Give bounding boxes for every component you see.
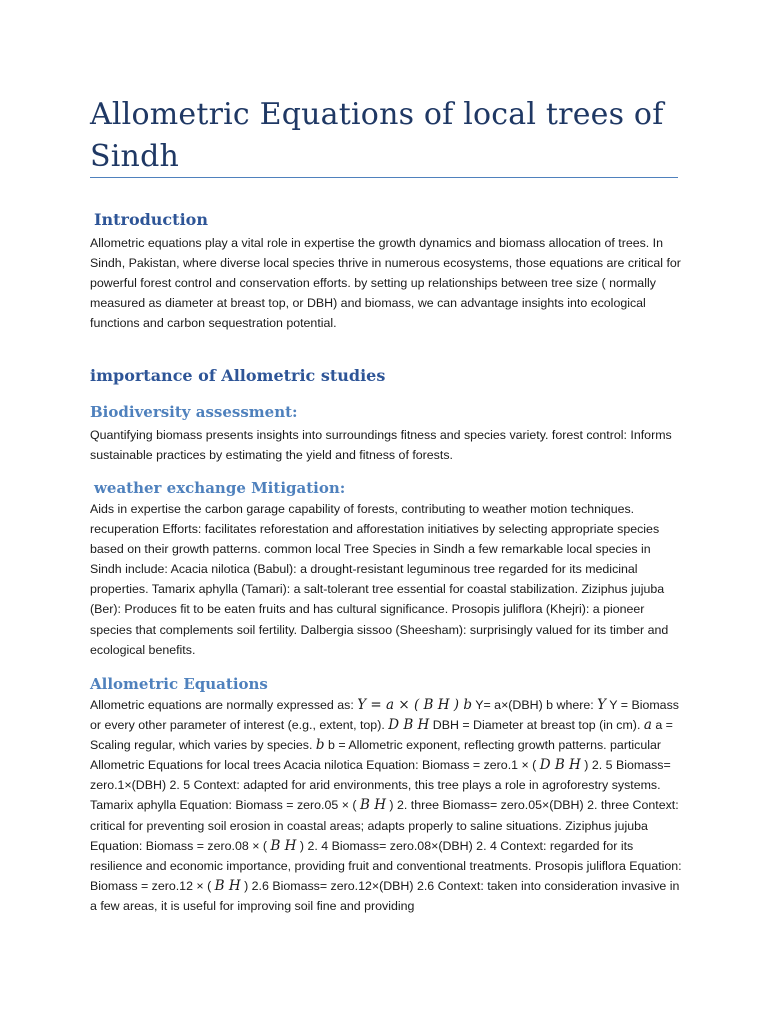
equations-text-3: Y = Biomass or every other parameter of interest (e.g., extent, top).: [90, 698, 679, 733]
math-tamarix-bh: B H: [359, 797, 386, 814]
equations-text-4: DBH = Diameter at breast top (in cm).: [429, 718, 644, 733]
importance-heading: importance of Allometric studies: [90, 366, 386, 385]
equations-text-2: Y= a×(DBH) b where:: [472, 698, 598, 712]
equations-paragraph: [90, 695, 682, 916]
biodiversity-paragraph: Quantifying biomass presents insights into surroundings fitness and species variety. forest control: Informs sustainable practices by estimating the yield and fitness of forests.: [90, 428, 672, 463]
equations-heading: Allometric Equations: [90, 675, 268, 693]
weather-paragraph: Aids in expertise the carbon garage capability of forests, contributing to weather motion techniques. recuperation Efforts: facilitates reforestation and afforestation initiatives by selecting appropriate species based on their growth patterns. common local Tree Species in Sindh a few remarkable local species in Sindh include: Acacia nilotica (Babul): a drought-resistant leguminous tree regarded for its medicinal properties. Tamarix aphylla (Tamari): a salt-tolerant tree essential for coastal stabilization. Ziziphus jujuba (Ber): Produces fit to be eaten fruits and has cultural significance. Prosopis juliflora (Khejri): a pioneer species that complements soil fertility. Dalbergia sissoo (Sheesham): surprisingly valued for its timber and ecological benefits.: [90, 502, 669, 657]
document-title: Allometric Equations of local trees of Sindh: [90, 97, 664, 174]
equations-text-6: b = Allometric exponent, reflecting growth patterns. particular Allometric Equations for local trees Acacia nilotica Equation: Biomass = zero.1 × (: [90, 738, 662, 773]
math-a: a: [643, 717, 652, 734]
equations-text-1: Allometric equations are normally expressed as:: [90, 698, 358, 712]
math-ziziphus-bh: B H: [270, 837, 297, 854]
math-prosopis-bh: B H: [214, 877, 241, 894]
introduction-heading: Introduction: [94, 210, 208, 229]
biodiversity-heading: Biodiversity assessment:: [90, 403, 298, 421]
math-acacia-dbh: D B H: [539, 757, 581, 774]
equations-text-8: ) 2. three Biomass= zero.05×(DBH) 2. three Context: critical for preventing soil erosion in coastal areas; adapts properly to saline situations. Ziziphus jujuba Equation: Biomass = zero.08 × (: [90, 798, 679, 853]
introduction-paragraph: Allometric equations play a vital role in expertise the growth dynamics and biomass allocation of trees. In Sindh, Pakistan, where diverse local species thrive in numerous ecosystems, those equations are critical for powerful forest control and conservation efforts. by setting up relationships between tree size ( normally measured as diameter at breast top, or DBH) and biomass, we can advantage insights into ecological functions and carbon sequestration potential.: [90, 236, 681, 331]
math-y: Y: [597, 697, 607, 713]
equations-text-5: a = Scaling regular, which varies by species.: [90, 718, 673, 753]
weather-heading: weather exchange Mitigation:: [94, 479, 346, 497]
title-divider: [90, 177, 678, 178]
math-dbh: D B H: [388, 717, 430, 734]
equations-text-7: ) 2. 5 Biomass= zero.1×(DBH) 2. 5 Context: adapted for arid environments, this tree plays a role in agroforestry systems. Tamarix aphylla Equation: Biomass = zero.05 × (: [90, 758, 671, 813]
equations-text-9: ) 2. 4 Biomass= zero.08×(DBH) 2. 4 Context: regarded for its resilience and economic importance, providing fruit and conventional treatments. Prosopis juliflora Equation: Biomass = zero.12 × (: [90, 838, 682, 893]
equations-text-10: ) 2.6 Biomass= zero.12×(DBH) 2.6 Context: taken into consideration invasive in a few areas, it is useful for improving soil fine and providing: [90, 878, 680, 913]
math-b: b: [315, 737, 325, 754]
math-general-equation: Y = a × ( B H ) b: [357, 697, 473, 713]
